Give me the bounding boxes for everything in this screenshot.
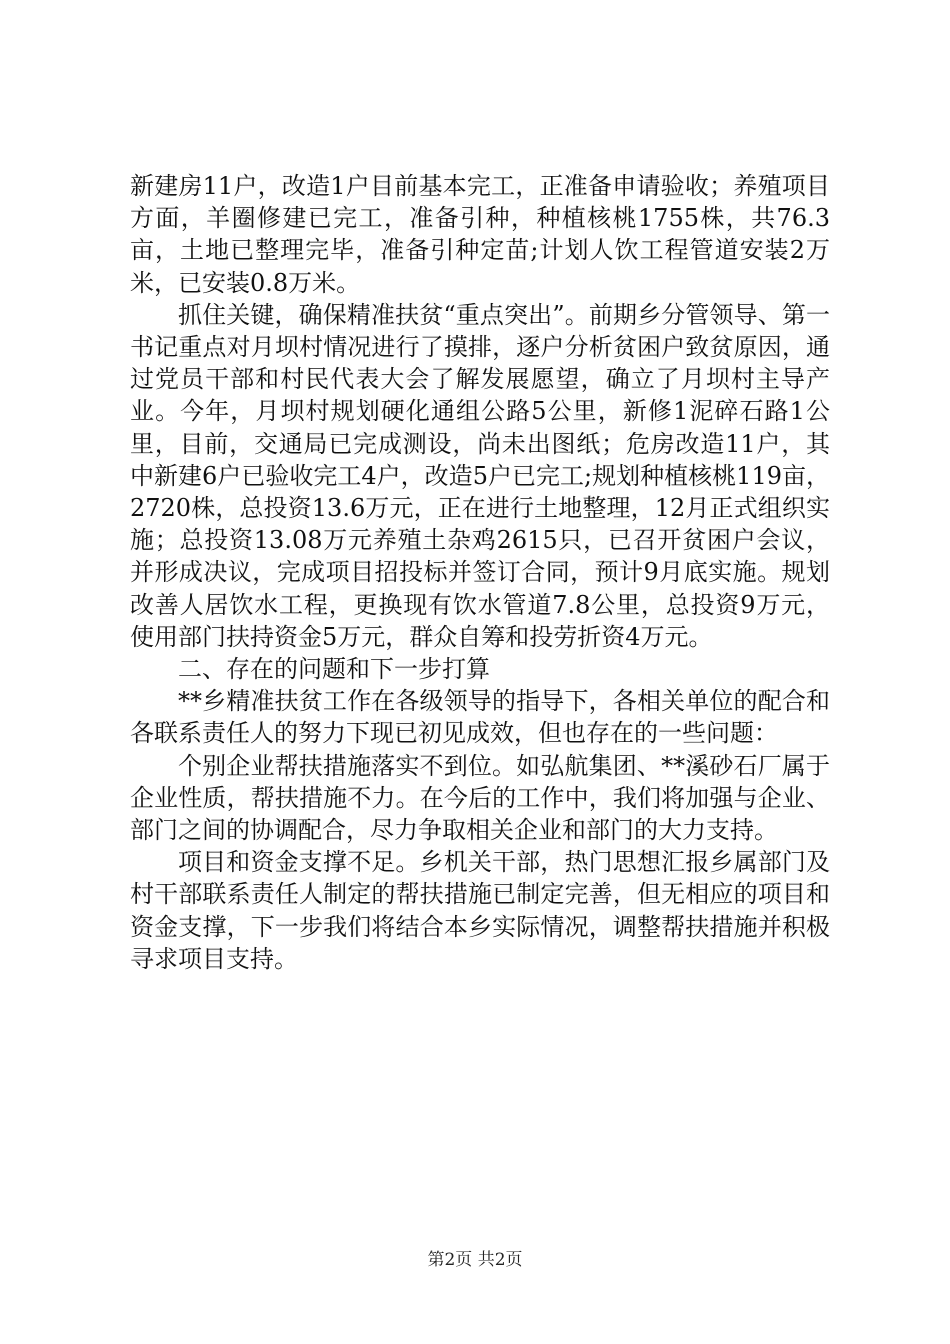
document-body	[130, 170, 830, 975]
page-number-footer: 第2页 共2页	[427, 1250, 523, 1270]
paragraph-key-focus: 抓住关键，确保精准扶贫“重点突出”。前期乡分管领导、第一书记重点对月坝村情况进行了摸排，逐户分析贫困户致贫原因，通过党员干部和村民代表大会了解发展愿望，确立了月坝村主导产业。今年，月坝村规划硬化通组公路5公里，新修1泥碎石路1公里，目前，交通局已完成测设，尚未出图纸；危房改造11户，其中新建6户已验收完工4户，改造5户已完工;规划种植核桃119亩，2720株，总投资13.6万元，正在进行土地整理，12月正式组织实施；总投资13.08万元养殖土杂鸡2615只，已召开贫困户会议，并形成决议，完成项目招投标并签订合同，预计9月底实施。规划改善人居饮水工程，更换现有饮水管道7.8公里，总投资9万元，使用部门扶持资金5万元，群众自筹和投劳折资4万元。	[130, 300, 830, 651]
paragraph-funding-support: 项目和资金支撑不足。乡机关干部，热门思想汇报乡属部门及村干部联系责任人制定的帮扶措施已制定完善，但无相应的项目和资金支撑，下一步我们将结合本乡实际情况，调整帮扶措施并积极寻求项目支持。	[130, 848, 830, 973]
paragraph-problems-intro: **乡精准扶贫工作在各级领导的指导下，各相关单位的配合和各联系责任人的努力下现已初见成效，但也存在的一些问题：	[130, 687, 830, 748]
paragraph-housing-progress: 新建房11户，改造1户目前基本完工，正准备申请验收；养殖项目方面，羊圈修建已完工，准备引种，种植核桃1755株，共76.3亩，土地已整理完毕，准备引种定苗;计划人饮工程管道安装2万米，已安装0.8万米。	[130, 172, 830, 297]
paragraph-enterprise-measures: 个别企业帮扶措施落实不到位。如弘航集团、**溪砂石厂属于企业性质，帮扶措施不力。在今后的工作中，我们将加强与企业、部门之间的协调配合，尽力争取相关企业和部门的大力支持。	[130, 751, 830, 845]
section-heading-problems: 二、存在的问题和下一步打算	[178, 655, 490, 684]
